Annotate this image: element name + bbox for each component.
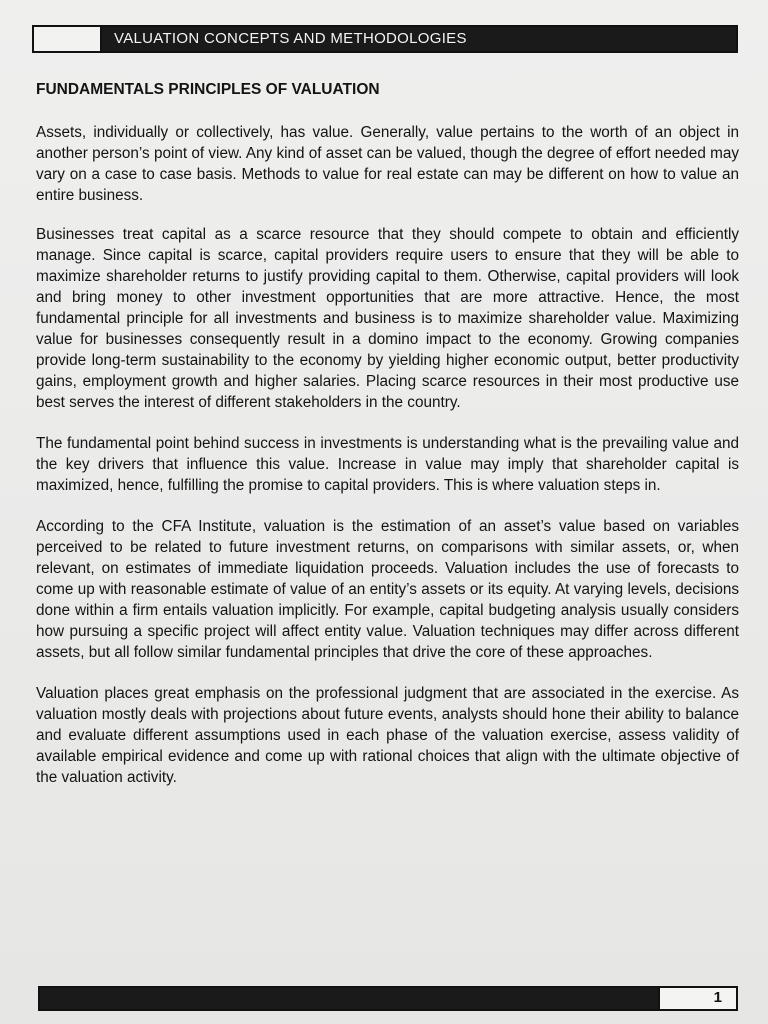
chapter-title: VALUATION CONCEPTS AND METHODOLOGIES [114, 30, 467, 47]
footer-bar [38, 986, 738, 1011]
paragraph: Assets, individually or collectively, has value. Generally, value pertains to the worth of an object in another person’s point of view. Any kind of asset can be valued, though the degree of effort needed may vary on a case to case basis. Methods to value for real estate can may be different on how to value an entire business. [36, 124, 739, 204]
paragraph: The fundamental point behind success in investments is understanding what is the prevailing value and the key drivers that influence this value. Increase in value may imply that shareholder capital is maximized, hence, fulfilling the promise to capital providers. This is where valuation steps in. [36, 435, 739, 494]
page-number-box [658, 988, 736, 1009]
header-bar [32, 25, 738, 53]
section-heading: FUNDAMENTALS PRINCIPLES OF VALUATION [36, 81, 380, 98]
header-left-box [34, 27, 102, 51]
body-text [36, 122, 739, 808]
paragraph: Valuation places great emphasis on the professional judgment that are associated in the exercise. As valuation mostly deals with projections about future events, analysts should hone their ability to balance and evaluate different assumptions used in each phase of the valuation exercise, assess validity of available empirical evidence and come up with rational choices that align with the ultimate objective of the valuation activity. [36, 685, 739, 786]
page-number: 1 [713, 989, 722, 1006]
paragraph: According to the CFA Institute, valuation is the estimation of an asset’s value based on variables perceived to be related to future investment returns, on comparisons with similar assets, or, when relevant, on estimates of immediate liquidation proceeds. Valuation includes the use of forecasts to come up with reasonable estimate of value of an entity’s assets or its equity. At varying levels, decisions done within a firm entails valuation implicitly. For example, capital budgeting analysis usually considers how pursuing a specific project will affect entity value. Valuation techniques may differ across different assets, but all follow similar fundamental principles that drive the core of these approaches. [36, 518, 739, 661]
paragraph: Businesses treat capital as a scarce resource that they should compete to obtain and efficiently manage. Since capital is scarce, capital providers require users to ensure that they will be able to maximize shareholder returns to justify providing capital to them. Otherwise, capital providers will look and bring money to other investment opportunities that are more attractive. Hence, the most fundamental principle for all investments and business is to maximize shareholder value. Maximizing value for businesses consequently result in a domino impact to the economy. Growing companies provide long-term sustainability to the economy by yielding higher economic output, better productivity gains, employment growth and higher salaries. Placing scarce resources in their most productive use best serves the interest of different stakeholders in the country. [36, 226, 739, 411]
